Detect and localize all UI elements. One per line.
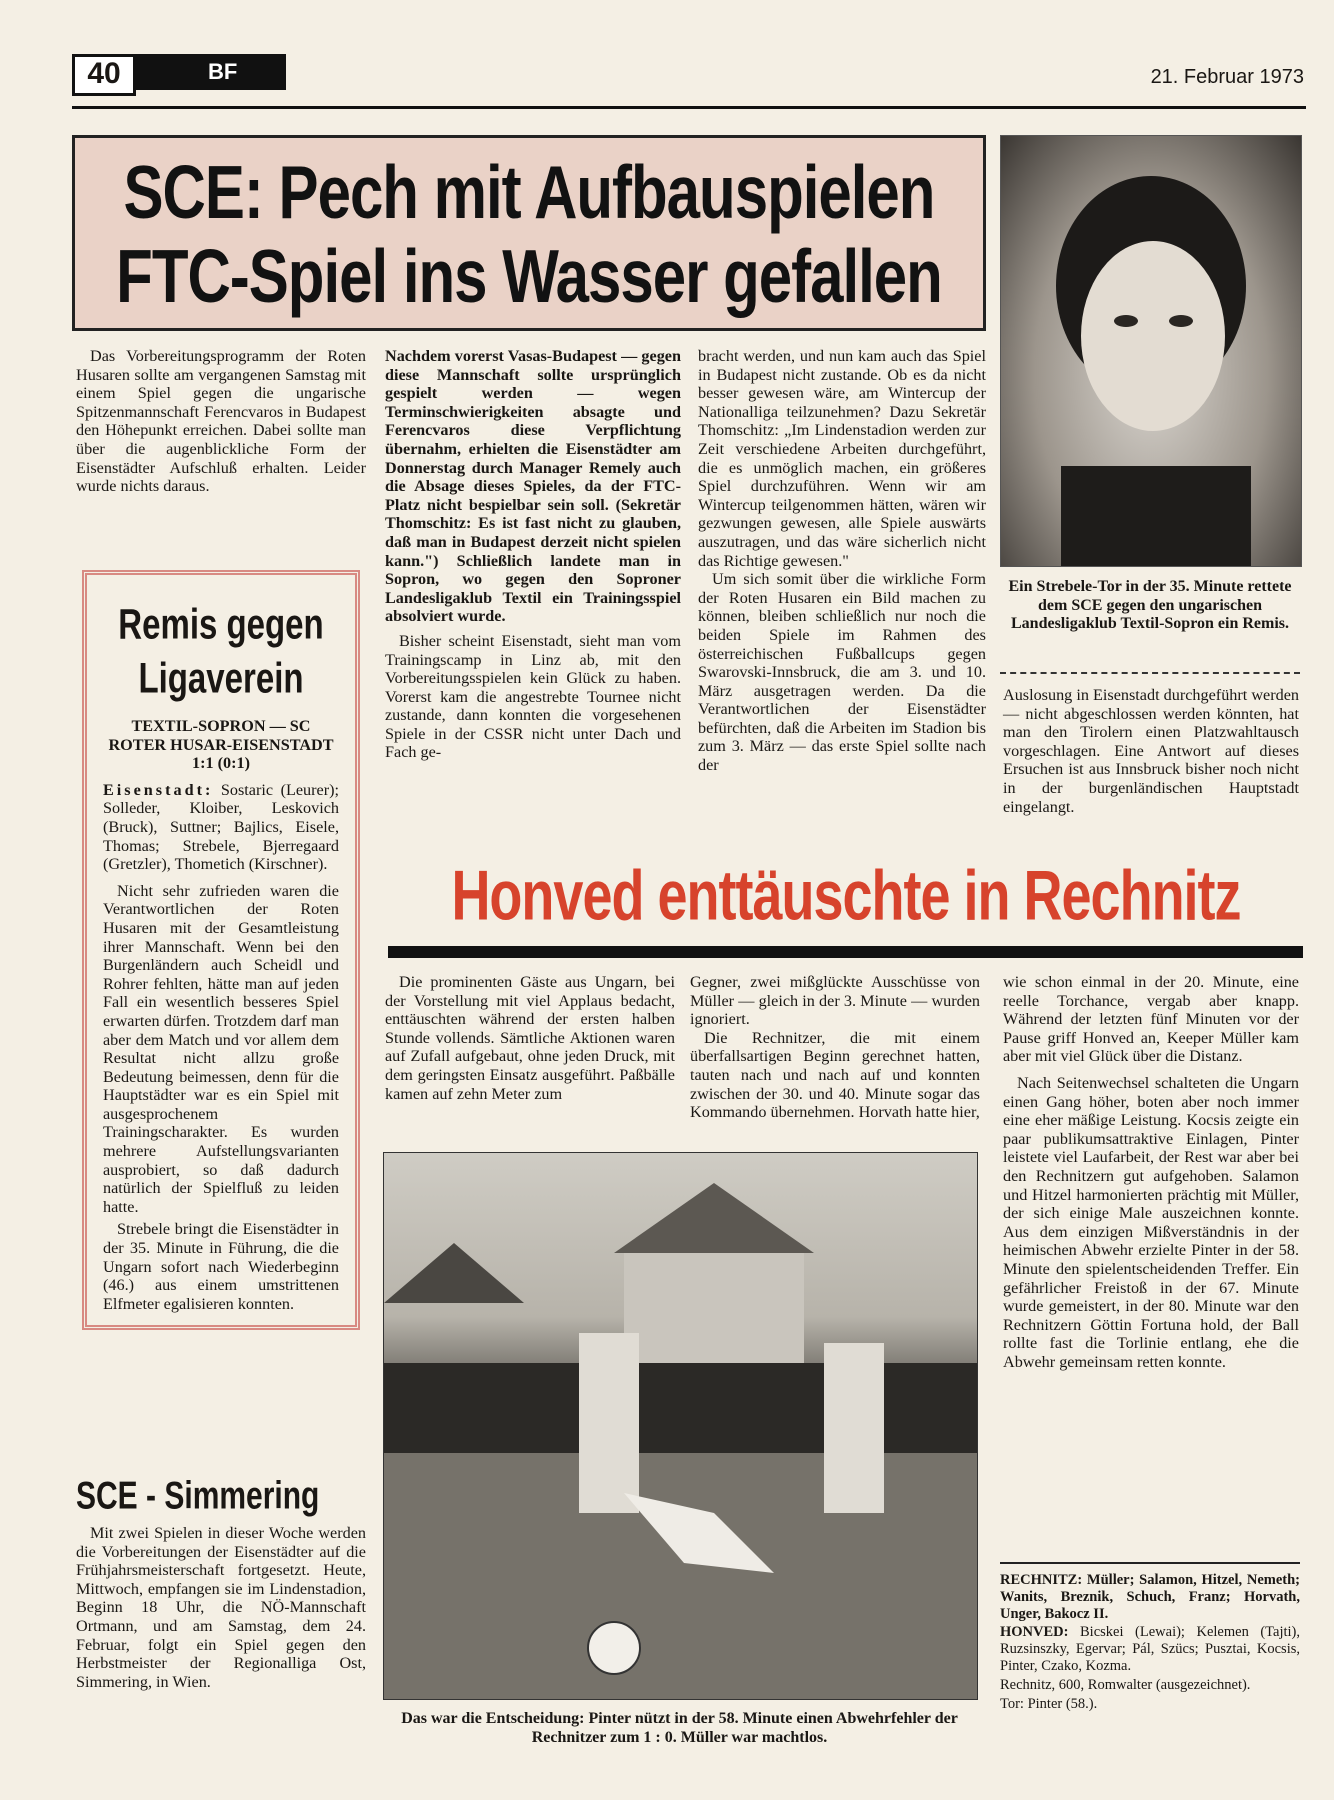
article1-col1 <box>76 347 366 496</box>
lineup-box <box>1000 1562 1300 1712</box>
honved-col1-text: Die prominenten Gäste aus Ungarn, bei der Vorstellung mit viel Applaus bedacht, enttäuschten während der ersten halben Stunde vollends. Sämtliche Aktionen waren auf Zufall aufgebaut, ohne jeden Druck, mit dem geringsten Einsatz ausgeführt. Paßbälle kamen auf zehn Meter zum <box>385 973 675 1103</box>
portrait-figure <box>1001 136 1301 566</box>
caption-divider <box>1000 672 1300 674</box>
honved-headline: Honved enttäuschte in Rechnitz <box>451 857 1241 935</box>
issue-date: 21. Februar 1973 <box>1150 66 1304 88</box>
simmering-text-col <box>76 1524 366 1691</box>
remis-title-line1: Remis gegen <box>118 599 324 648</box>
match-scene <box>384 1153 977 1699</box>
headline-line1: SCE: Pech mit Aufbauspielen <box>123 150 935 235</box>
honved-col3-p1: wie schon einmal in der 20. Minute, eine reelle Torchance, vergab aber knapp. Während der letzten fünf Minuten vor der Pause griff Honved an, Keeper Müller kam aber mit viel Glück über die Distanz. <box>1003 973 1299 1066</box>
headline-box <box>72 135 986 331</box>
rechnitz-label: RECHNITZ: <box>1000 1572 1083 1588</box>
simmering-text: Mit zwei Spielen in dieser Woche werden die Vorbereitungen der Eisenstädter auf die Frühjahrsmeisterschaft fortgesetzt. Heute, Mittwoch, empfangen sie im Lindenstadion, Beginn 18 Uhr, die NÖ-Mannschaft Ortmann, und am Samstag, dem 24. Februar, folgt ein Spiel gegen den Herbstmeister der Regionalliga Ost, Simmering, in Wien. <box>76 1524 366 1691</box>
remis-p2: Strebele bringt die Eisenstädter in der 35. Minute in Führung, die die Ungarn sofort nach Wiederbeginn (46.) aus einem umstrittenen Elfmeter egalisieren konnten. <box>103 1220 339 1313</box>
honved-col3-p2: Nach Seitenwechsel schalteten die Ungarn einen Gang höher, boten aber noch immer eine eher mäßige Leistung. Kocsis zeigte ein paar publikumsattraktive Einlagen, Pinter leistete viel Laufarbeit, der Rest war aber bei den Rechnitzern gut aufgehoben. Salamon und Hitzel harmonierten prächtig mit Müller, der sich einige Male auszeichnen konnte. Aus dem einzigen Mißverständnis in der heimischen Abwehr erzielte Pinter in der 58. Minute den spielentscheidenden Treffer. Ein gefährlicher Freistoß in der 67. Minute wurde gemeistert, in der 80. Minute war den Rechnitzern Göttin Fortuna hold, der Ball rollte fast die Torlinie entlang, ehe die Abwehr gemeinsam retten konnte. <box>1003 1073 1299 1371</box>
portrait-photo <box>1000 135 1302 567</box>
article1-col3 <box>698 347 986 775</box>
article1-col4-p1: Auslosung in Eisenstadt durchgeführt werden — nicht abgeschlossen werden könnten, hat man den Tirolern einen Platzwahltausch vorgeschlagen. Eine Antwort auf dieses Ersuchen ist aus Innsbruck bisher noch nicht in der burgenländischen Hauptstadt eingelangt. <box>1003 686 1299 816</box>
article1-col4 <box>1003 686 1299 816</box>
honved-players: Bicskei (Lewai); Kelemen (Tajti), Ruzsinszky, Egervar; Pál, Szücs; Pusztai, Kocsis, Pinter, Czako, Kozma. <box>1000 1624 1300 1674</box>
article1-col2-bold: Nachdem vorerst Vasas-Budapest — gegen diese Mannschaft sollte ursprünglich gespielt werden — wegen Terminschwierigkeiten absagte und Ferencvaros diese Verpflichtung übernahm, erhielten die Eisenstädter am Donnerstag durch Manager Remely auch die Absage dieses Spieles, da der FTC-Platz nicht bespielbar sein soll. (Sekretär Thomschitz: Es ist fast nicht zu glauben, daß man in Budapest derzeit nicht spielen kann.") Schließlich landete man in Sopron, wo gegen den Soproner Landesligaklub Textil ein Trainingsspiel absolviert wurde. <box>385 347 681 626</box>
honved-rule <box>388 946 1303 958</box>
match-photo <box>383 1152 978 1700</box>
page-number: 40 <box>72 54 136 96</box>
remis-lineup-text: Sostaric (Leurer); Solleder, Kloiber, Leskovich (Bruck), Suttner; Bajlics, Eisele, Thomas; Strebele, Bjerregaard (Gretzler), Thometich (Kirschner). <box>103 780 340 874</box>
article1-col1-text: Das Vorbereitungsprogramm der Roten Husaren sollte am vergangenen Samstag mit einem Spiel gegen die ungarische Spitzenmannschaft Ferencvaros in Budapest den Höhepunkt erreichen. Dabei sollte man über die augenblickliche Form der Eisenstädter Aufschluß erhalten. Leider wurde nichts daraus. <box>76 347 366 496</box>
article1-col2-p2: Bisher scheint Eisenstadt, sieht man vom Trainingscamp in Linz ab, mit den Vorbereitungsspielen kein Glück zu haben. Vorerst kam die angestrebte Tournee nicht zustande, dann konnten die vorgesehenen Spiele in der CSSR nicht unter Dach und Fach ge- <box>385 631 681 762</box>
honved-col2 <box>690 973 980 1122</box>
lineup-rechnitz <box>1000 1572 1300 1622</box>
portrait-caption: Ein Strebele-Tor in der 35. Minute rettete dem SCE gegen den ungarischen Landesligaklub Textil-Sopron ein Remis. <box>1008 578 1292 632</box>
lineup-honved <box>1000 1624 1300 1674</box>
honved-col2-p2: Die Rechnitzer, die mit einem überfallsartigen Beginn gerechnet hatten, tauten nach und nach auf und konnten zwischen der 30. und 40. Minute sogar das Kommando übernehmen. Horvath hatte hier, <box>690 1028 980 1122</box>
remis-p1: Nicht sehr zufrieden waren die Verantwortlichen der Roten Husaren mit der Gesamtleistung ihrer Mannschaft. Wenn bei den Burgenländern auch Scheidl und Rohrer fehlten, hätte man auf jeden Fall ein wesentlich besseres Spiel erwarten dürfen. Trotzdem darf man aber dem Match und vor allem dem Resultat nicht allzu große Bedeutung beimessen, denn für die Hauptstädter war es ein Spiel mit ausgesprochenem Trainingscharakter. Es wurden mehrere Aufstellungsvarianten ausprobiert, so daß dadurch natürlich der Spielfluß zu leiden hatte. <box>103 881 339 1216</box>
section-label: BF <box>133 54 286 90</box>
simmering-title: SCE - Simmering <box>76 1474 320 1518</box>
header-rule <box>72 106 1306 109</box>
article1-col2 <box>385 347 681 762</box>
article1-col3-p1: bracht werden, und nun kam auch das Spiel in Budapest nicht zustande. Ob es da nicht besser gewesen wäre, am Wintercup der Nationalliga teilzunehmen? Dazu Sekretär Thomschitz: „Im Lindenstadion werden zur Zeit verschiedene Arbeiten durchgeführt, die es unmöglich machen, ein größeres Spiel durchzuführen. Wenn wir am Wintercup teilgenommen hätten, wären wir gezwungen gewesen, alle Spiele auswärts auszutragen, und das wäre sicherlich nicht das Richtige gewesen." <box>698 347 986 570</box>
headline-line2: FTC-Spiel ins Wasser gefallen <box>116 234 942 319</box>
honved-label: HONVED: <box>1000 1624 1069 1641</box>
honved-col1 <box>385 973 675 1103</box>
referee-line: Rechnitz, 600, Romwalter (ausgezeichnet). <box>1000 1676 1251 1693</box>
article1-col3-p2: Um sich somit über die wirkliche Form der Roten Husaren ein Bild machen zu können, bleiben schließlich nur noch die beiden Spiele im Rahmen des österreichischen Fußballcups gegen Swarovski-Innsbruck, die am 3. und 10. März ausgetragen werden. Da die Verantwortlichen der Eisenstädter befürchten, daß die Arbeiten im Stadion bis zum 3. März — das erste Spiel sollte nach der <box>698 570 986 775</box>
honved-col2-p1: Gegner, zwei mißglückte Ausschüsse von Müller — gleich in der 3. Minute — wurden ignoriert. <box>690 973 980 1029</box>
match-caption: Das war die Entscheidung: Pinter nützt in der 58. Minute einen Abwehrfehler der Rechnitzer zum 1 : 0. Müller war machtlos. <box>401 1710 958 1746</box>
remis-box <box>82 570 360 1330</box>
remis-result: TEXTIL-SOPRON — SC ROTER HUSAR-EISENSTADT 1:1 (0:1) <box>108 717 334 773</box>
remis-title-line2: Ligaverein <box>138 653 304 702</box>
remis-lineup <box>103 781 339 874</box>
remis-lineup-label: Eisenstadt: <box>103 780 214 799</box>
rechnitz-players: Müller; Salamon, Hitzel, Nemeth; Wanits, Breznik, Schuch, Franz; Horvath, Unger, Bakocz II. <box>1000 1572 1301 1622</box>
remis-body <box>103 882 339 1314</box>
honved-col3 <box>1003 973 1299 1371</box>
goals-line: Tor: Pinter (58.). <box>1000 1695 1098 1712</box>
